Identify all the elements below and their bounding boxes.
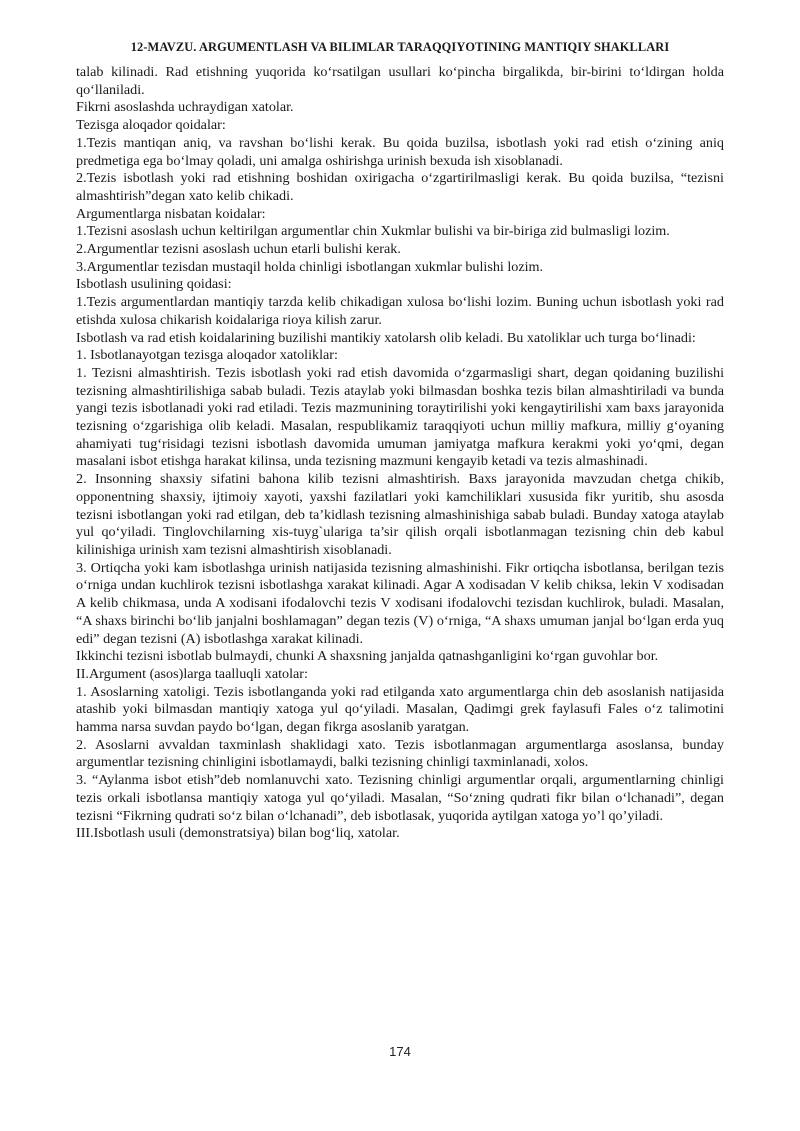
paragraph: Ikkinchi tezisni isbotlab bulmaydi, chunki A shaxsning janjalda qatnashganligini ko‘rgan guvohlar bor. bbox=[76, 648, 659, 665]
paragraph: 3. “Aylanma isbot etish”deb nomlanuvchi xato. Tezisning chinligi argumentlar orqali, argumentlarning chinligi tezis orkali isbotlansa mantiqiy xatoga yul qo‘yiladi. Masalan, “So‘zning qudrati fikr bilan o‘lchanadi”, degan tezisni “Fikrning qudrati so‘z bilan o‘lchanadi”, deb isbotlasak, yuqorida aytilgan xatoga yo’l qo’yiladi. bbox=[76, 772, 724, 824]
paragraph: 1.Tezisni asoslash uchun keltirilgan argumentlar chin Xukmlar bulishi va bir-biriga zid bulmasligi lozim. bbox=[76, 223, 670, 240]
paragraph: talab kilinadi. Rad etishning yuqorida ko‘rsatilgan usullari ko‘pincha birgalikda, bir-birini to‘ldirgan holda qo‘llaniladi. bbox=[76, 64, 724, 98]
page-number: 174 bbox=[389, 1044, 411, 1059]
paragraph: 3.Argumentlar tezisdan mustaqil holda chinligi isbotlangan xukmlar bulishi lozim. bbox=[76, 258, 544, 275]
paragraph: III.Isbotlash usuli (demonstratsiya) bilan bog‘liq, xatolar. bbox=[76, 825, 400, 842]
paragraph: Argumentlarga nisbatan koidalar: bbox=[76, 205, 266, 222]
paragraph: Isbotlash va rad etish koidalarining buzilishi mantikiy xatolarsh olib keladi. Bu xatoliklar uch turga bo‘linadi: bbox=[76, 329, 696, 346]
body-text bbox=[76, 64, 724, 843]
paragraph: 1. Tezisni almashtirish. Tezis isbotlash yoki rad etish davomida o‘zgarmasligi shart, degan qoidaning buzilishi tezisning almashtirilishiga sabab buladi. Tezis ataylab yoki bilmasdan boshka tezis bilan almashtiriladi va bunda yangi tezis isbotlanadi yoki rad etiladi. Tezis mazmunining toraytirilishi yoki kengaytirilishi xam baxs jarayonida tezisning o‘zgarishiga olib keladi. Masalan, respublikamiz taraqqiyoti uchun milliy mafkura, milliy g‘oyaning ahamiyati tug‘risidagi tezisni isbotlash davomida umuman jamiyatga mafkura kerakmi yoki yo‘qmi, degan masalani isbot etishga harakat kilinsa, unda tezisning mazmuni kengayib ketadi va tezis almashinadi. bbox=[76, 364, 724, 470]
paragraph: 1.Tezis mantiqan aniq, va ravshan bo‘lishi kerak. Bu qoida buzilsa, isbotlash yoki rad etish o‘zining aniq predmetiga ega bo‘lmay qoladi, uni amalga oshirishga urinish bexuda ish xisoblanadi. bbox=[76, 134, 724, 169]
running-header: 12-MAVZU. ARGUMENTLASH VA BILIMLAR TARAQQIYOTINING MANTIQIY SHAKLLARI bbox=[130, 40, 670, 54]
paragraph: Isbotlash usulining qoidasi: bbox=[76, 276, 232, 293]
paragraph: 1. Asoslarning xatoligi. Tezis isbotlanganda yoki rad etilganda xato argumentlarga chin deb asoslanish natijasida atashib yoki bilmasdan mantiqiy xatoga yul qo‘yiladi. Masalan, Qadimgi grek faylasufi Fales o‘z talimotini hamma narsa suvdan paydo bo‘lgan, degan fikrga asoslanib yaratgan. bbox=[76, 683, 724, 736]
paragraph: 2.Tezis isbotlash yoki rad etishning boshidan oxirigacha o‘zgartirilmasligi kerak. Bu qoida buzilsa, “tezisni almashtirish”degan xato kelib chikadi. bbox=[76, 170, 724, 204]
paragraph: 2. Insonning shaxsiy sifatini bahona kilib tezisni almashtirish. Baxs jarayonida mavzudan chetga chikib, opponentning shaxsiy, ijtimoiy xayoti, yaxshi fazilatlari yoki kamchiliklari xususida fikr yuritib, shu asosda tezisni isbotlangan yoki rad etilgan, deb ta’kidlash tezisning almashinishiga sabab buladi. Bunday xatoga ataylab yul qo‘yiladi. Tinglovchilarning xis-tuyg`ulariga ta’sir qilish orqali isbotlanmagan tezisning chin deb kabul kilinishiga urinish xam tezisni almashtirish xisoblanadi. bbox=[76, 471, 724, 558]
paragraph: Tezisga aloqador qoidalar: bbox=[76, 117, 226, 134]
paragraph: 1. Isbotlanayotgan tezisga aloqador xatoliklar: bbox=[76, 347, 338, 364]
document-page bbox=[76, 40, 724, 843]
paragraph: Fikrni asoslashda uchraydigan xatolar. bbox=[76, 99, 294, 116]
paragraph: 3. Ortiqcha yoki kam isbotlashga urinish natijasida tezisning almashinishi. Fikr ortiqcha isbotlansa, berilgan tezis o‘rniga undan kuchlirok tezisni isbotlashga xarakat kilinadi. Agar A xodisadan V kelib chiksa, lekin V xodisadan A kelib chikmasa, unda A xodisani ifodalovchi tezis V xodisani ifodalovchi tezisdan kuchlirok, buladi. Masalan, “A shaxs birinchi bo‘lib janjalni boshlamagan” degan tezis (V) o‘rniga, “A shaxs umuman janjal bo‘lgan erda yuq edi” degan tezisni (A) isbotlashga xarakat kilinadi. bbox=[76, 559, 724, 647]
paragraph: II.Argument (asos)larga taalluqli xatolar: bbox=[76, 665, 308, 682]
paragraph: 2.Argumentlar tezisni asoslash uchun etarli bulishi kerak. bbox=[76, 241, 401, 258]
paragraph: 1.Tezis argumentlardan mantiqiy tarzda kelib chikadigan xulosa bo‘lishi lozim. Buning uchun isbotlash yoki rad etishda xulosa chikarish koidalariga rioya kilish zarur. bbox=[76, 294, 724, 328]
paragraph: 2. Asoslarni avvaldan taxminlash shaklidagi xato. Tezis isbotlanmagan argumentlarga asoslansa, bunday argumentlar tezisning chinligini isbotlamaydi, balki tezisning chinligi taxminlanadi, xolos. bbox=[76, 736, 724, 771]
